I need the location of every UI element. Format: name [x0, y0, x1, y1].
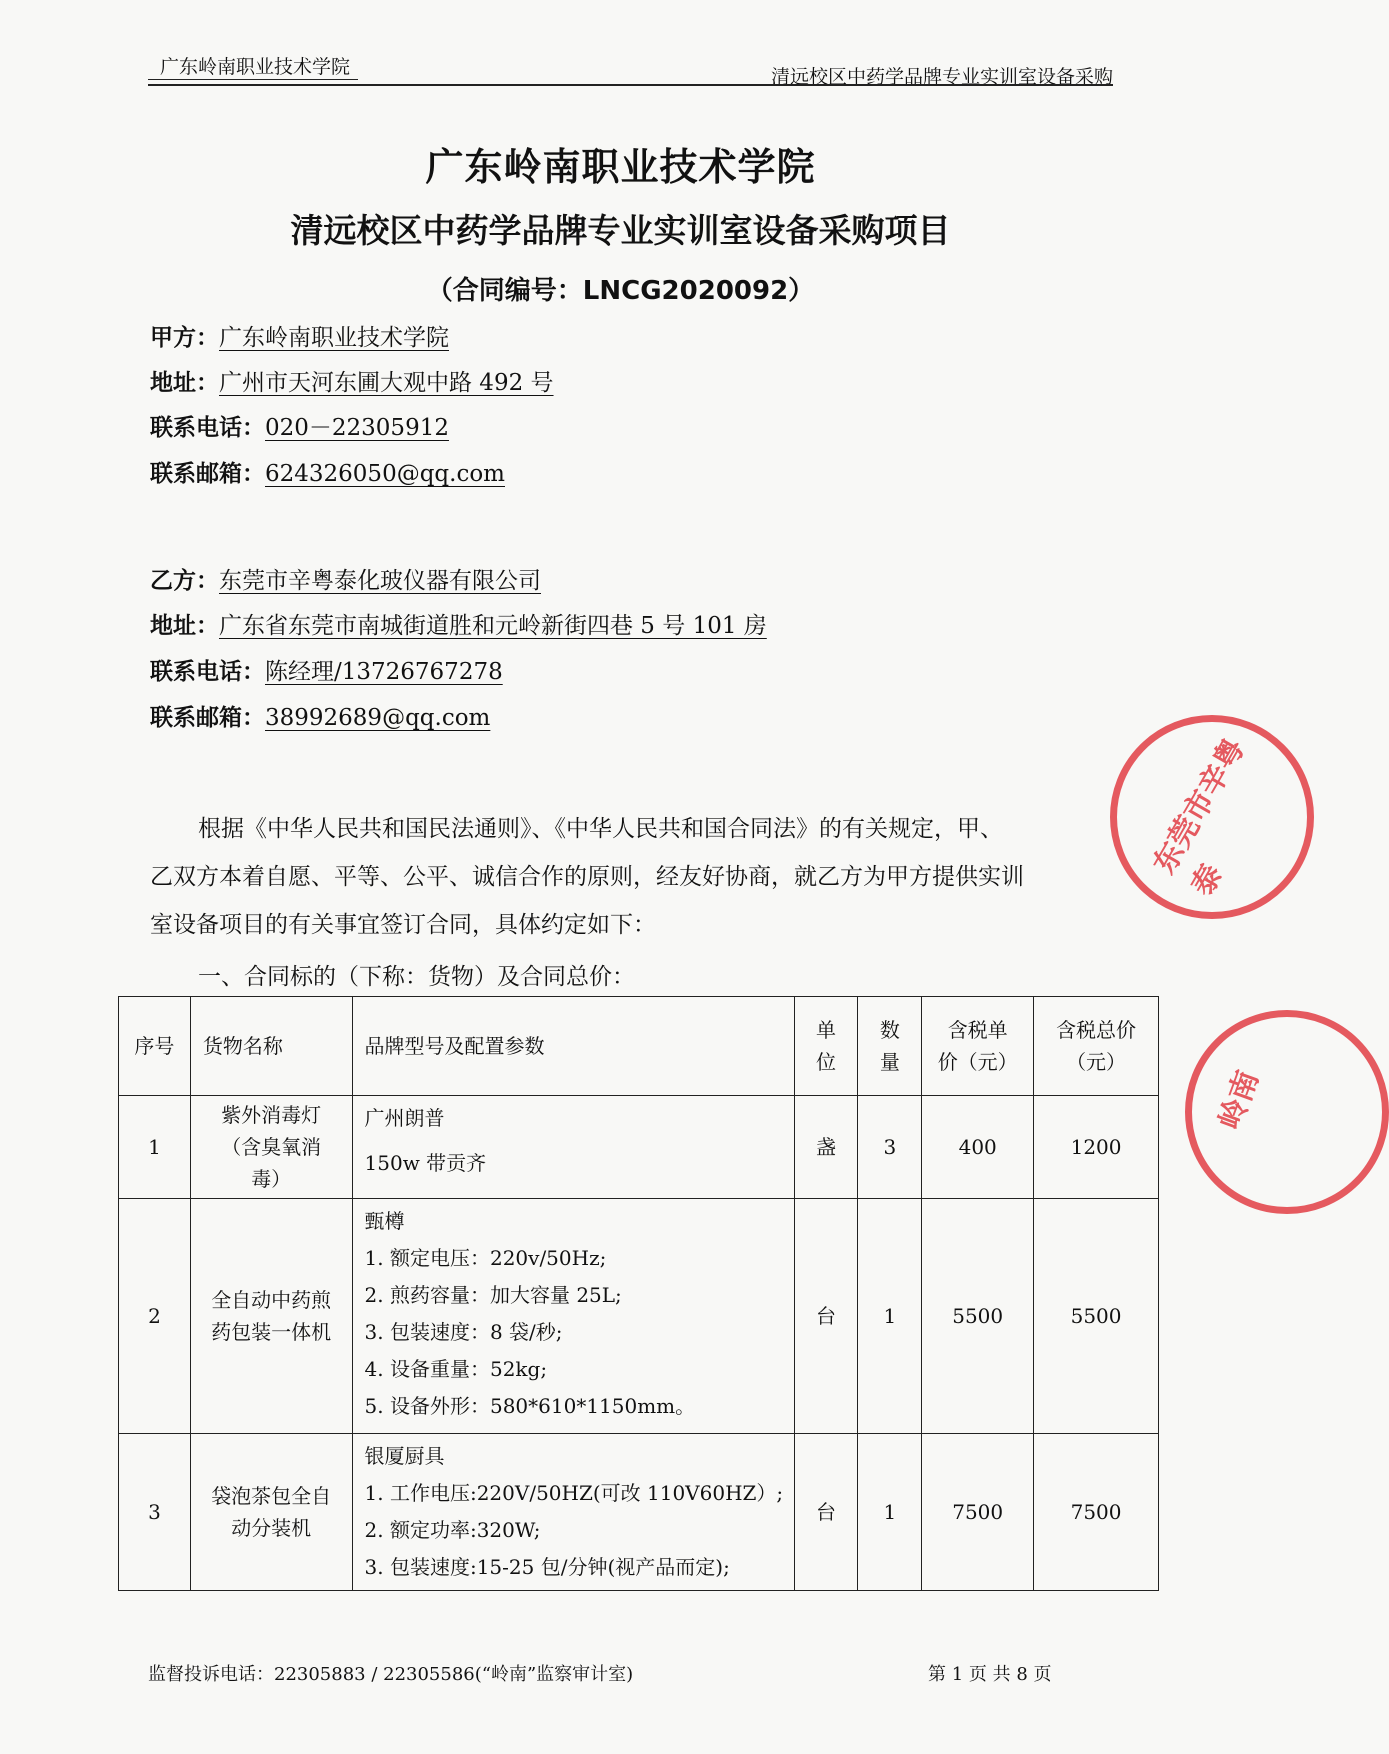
school-seal-stamp	[1185, 1010, 1389, 1214]
cell-no: 2	[119, 1199, 191, 1434]
cell-unit-price: 400	[922, 1096, 1034, 1199]
header-unit	[794, 997, 858, 1096]
intro-line: 室设备项目的有关事宜签订合同，具体约定如下：	[150, 912, 656, 938]
cell-unit: 盏	[794, 1096, 858, 1199]
header-rule-left	[148, 79, 358, 80]
party-b-address: 广东省东莞市南城街道胜和元岭新街四巷 5 号 101 房	[219, 613, 767, 639]
intro-line: 根据《中华人民共和国民法通则》、《中华人民共和国合同法》的有关规定，甲、	[198, 816, 1003, 842]
party-a-address-label: 地址：	[150, 370, 219, 396]
goods-name-line: 毒）	[251, 1167, 292, 1191]
cell-unit-price: 5500	[922, 1199, 1034, 1434]
cell-unit: 台	[794, 1199, 858, 1434]
party-b-phone-row	[150, 657, 503, 687]
party-a-name-row	[150, 323, 449, 353]
spec-line: 广州朗普	[364, 1106, 445, 1130]
header-total-line: （元）	[1066, 1050, 1127, 1074]
spec-line: 1. 工作电压:220V/50HZ(可改 110V60HZ）;	[364, 1481, 784, 1505]
seal-text: 东莞市辛粤泰	[1146, 732, 1253, 902]
goods-name-line: 袋泡茶包全自	[211, 1484, 332, 1508]
cell-qty: 1	[858, 1199, 922, 1434]
header-goods-name: 货物名称	[190, 997, 352, 1096]
cell-no: 1	[119, 1096, 191, 1199]
party-a-address-row	[150, 368, 554, 398]
header-unit-line: 单	[815, 1018, 836, 1042]
spec-line: 150w 带贡齐	[364, 1151, 487, 1175]
party-b-label: 乙方：	[150, 568, 219, 594]
contract-number: （合同编号：LNCG2020092）	[426, 276, 815, 306]
cell-total-price: 7500	[1034, 1434, 1159, 1591]
running-header-left: 广东岭南职业技术学院	[160, 56, 351, 78]
document-subtitle: 清远校区中药学品牌专业实训室设备采购项目	[290, 211, 951, 250]
spec-line: 3. 包装速度：8 袋/秒;	[364, 1320, 563, 1344]
section-heading: 一、合同标的（下称：货物）及合同总价：	[198, 964, 635, 990]
table-row	[119, 1434, 1159, 1591]
party-a-label: 甲方：	[150, 325, 219, 351]
header-qty	[858, 997, 922, 1096]
party-b-phone: 陈经理/13726767278	[265, 659, 503, 685]
supervision-hotline: 监督投诉电话：22305883 / 22305586(“岭南”监察审计室)	[148, 1664, 634, 1685]
cell-no: 3	[119, 1434, 191, 1591]
party-b-email-row	[150, 703, 490, 733]
header-rule	[148, 84, 1113, 86]
party-a-email: 624326050@qq.com	[265, 461, 505, 487]
spec-line: 4. 设备重量：52kg;	[364, 1357, 548, 1381]
intro-line: 乙双方本着自愿、平等、公平、诚信合作的原则，经友好协商，就乙方为甲方提供实训	[150, 864, 1024, 890]
goods-table	[118, 996, 1159, 1591]
header-qty-line: 数	[879, 1018, 900, 1042]
intro-paragraph	[150, 805, 1105, 949]
cell-total-price: 1200	[1034, 1096, 1159, 1199]
header-total-line: 含税总价	[1056, 1018, 1137, 1042]
company-seal-stamp	[1110, 715, 1314, 919]
spec-line: 甄樽	[364, 1209, 405, 1233]
party-b-name: 东莞市辛粤泰化玻仪器有限公司	[219, 568, 541, 594]
spec-line: 3. 包装速度:15-25 包/分钟(视产品而定);	[364, 1555, 730, 1579]
header-qty-line: 量	[879, 1050, 900, 1074]
header-spec: 品牌型号及配置参数	[352, 997, 794, 1096]
party-a-name: 广东岭南职业技术学院	[219, 325, 449, 351]
cell-total-price: 5500	[1034, 1199, 1159, 1434]
page-number: 第 1 页 共 8 页	[928, 1664, 1052, 1685]
cell-spec	[352, 1096, 794, 1199]
table-header-row	[119, 997, 1159, 1096]
party-a-email-label: 联系邮箱：	[150, 461, 265, 487]
running-header-right: 清远校区中药学品牌专业实训室设备采购	[770, 66, 1113, 88]
spec-line: 银厦厨具	[364, 1444, 445, 1468]
party-b-email: 38992689@qq.com	[265, 705, 491, 731]
party-b-name-row	[150, 566, 541, 596]
spec-line: 1. 额定电压：220v/50Hz;	[364, 1246, 607, 1270]
party-b-phone-label: 联系电话：	[150, 659, 265, 685]
cell-unit: 台	[794, 1434, 858, 1591]
table-row	[119, 1096, 1159, 1199]
goods-name-line: 紫外消毒灯	[221, 1103, 322, 1127]
header-unit-line: 位	[815, 1050, 836, 1074]
spec-line: 5. 设备外形：580*610*1150mm。	[364, 1394, 696, 1418]
spec-line: 2. 煎药容量：加大容量 25L;	[364, 1283, 622, 1307]
cell-qty: 3	[858, 1096, 922, 1199]
party-a-phone: 020－22305912	[265, 415, 449, 441]
cell-qty: 1	[858, 1434, 922, 1591]
party-b-address-label: 地址：	[150, 613, 219, 639]
cell-spec	[352, 1434, 794, 1591]
header-unit-price	[922, 997, 1034, 1096]
header-price-line: 价（元）	[937, 1050, 1018, 1074]
document-title: 广东岭南职业技术学院	[425, 145, 816, 189]
goods-name-line: 药包装一体机	[211, 1320, 332, 1344]
party-a-email-row	[150, 459, 505, 489]
party-b-email-label: 联系邮箱：	[150, 705, 265, 731]
spec-line: 2. 额定功率:320W;	[364, 1518, 541, 1542]
goods-name-line: 全自动中药煎	[211, 1288, 332, 1312]
goods-name-line: （含臭氧消	[221, 1135, 322, 1159]
party-b-address-row	[150, 611, 767, 641]
cell-unit-price: 7500	[922, 1434, 1034, 1591]
cell-goods-name	[190, 1096, 352, 1199]
party-a-address: 广州市天河东圃大观中路 492 号	[219, 370, 554, 396]
goods-name-line: 动分装机	[231, 1516, 312, 1540]
table-row	[119, 1199, 1159, 1434]
party-a-phone-row	[150, 413, 449, 443]
header-no: 序号	[119, 997, 191, 1096]
cell-spec	[352, 1199, 794, 1434]
cell-goods-name	[190, 1199, 352, 1434]
seal-text: 岭南	[1212, 1066, 1266, 1135]
cell-goods-name	[190, 1434, 352, 1591]
party-a-phone-label: 联系电话：	[150, 415, 265, 441]
header-price-line: 含税单	[947, 1018, 1008, 1042]
header-total-price	[1034, 997, 1159, 1096]
